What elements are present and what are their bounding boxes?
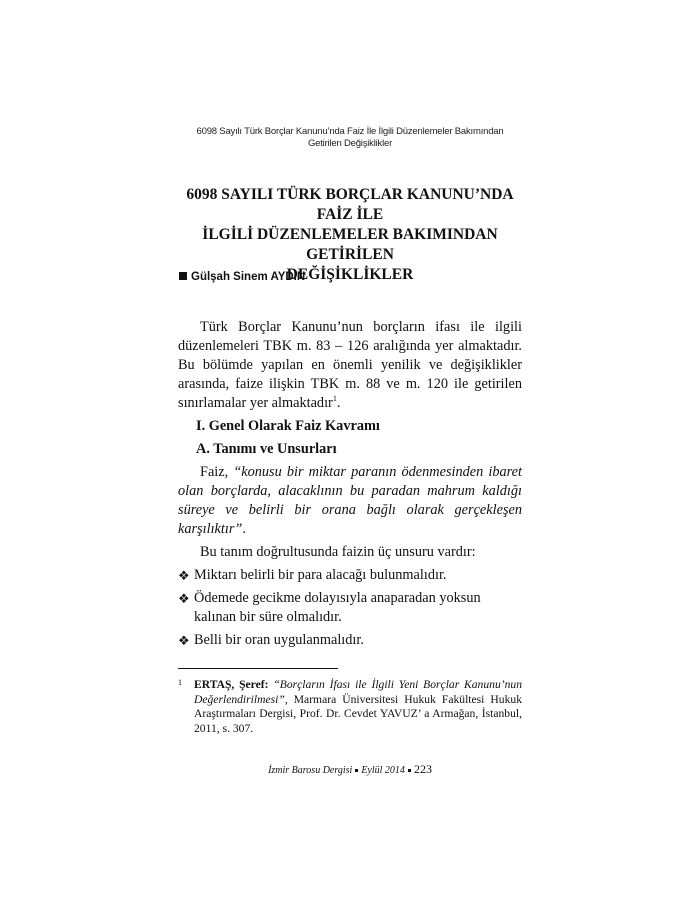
running-header-line: Getirilen Değişiklikler (307, 138, 393, 149)
bullet-text: Belli bir oran uygulanmalıdır. (194, 632, 364, 648)
bullet-item (178, 631, 522, 650)
issue-date: Eylül 2014 (361, 765, 405, 776)
article-title (172, 185, 528, 285)
footnote-divider (178, 668, 338, 669)
definition-quote: “konusu bir miktar paranın ödenmesinden ibaret olan borçlarda, alacaklının bu paradan mahrum kaldığı süreye ve belirli bir orana bağlı olarak gerçekleşen karşılıktır” (178, 464, 523, 537)
dot-separator (355, 769, 358, 772)
title-line: İLGİLİ DÜZENLEMELER BAKIMINDAN GETİRİLEN (202, 226, 498, 263)
footnote-author: ERTAŞ, Şeref: (194, 678, 269, 691)
footnote-title: “Borçların İfası ile İlgili Yeni Borçlar Kanunu’nun Değerlendirilmesi” (194, 678, 522, 706)
definition-paragraph (178, 463, 522, 539)
title-line: DEĞİŞİKLİKLER (286, 266, 414, 283)
bullet-item (178, 589, 522, 627)
diamond-bullet-icon: ❖ (178, 568, 190, 583)
bullet-text: Miktarı belirli bir para alacağı bulunmalıdır. (194, 567, 447, 583)
title-line: 6098 SAYILI TÜRK BORÇLAR KANUNU’NDA FAİZ İLE (186, 186, 514, 223)
page-number: 223 (413, 762, 432, 776)
intro-paragraph: Türk Borçlar Kanunu’nun borçların ifası ile ilgili düzenlemeleri TBK m. 83 – 126 aralığında yer almaktadır. Bu bölümde yapılan en önemli yenilik ve değişiklikler arasında, faize ilişkin TBK m. 88 ve m. 120 ile getirilen sınırlamalar yer almaktadır$^1$. (178, 319, 522, 411)
definition-end: . (242, 521, 246, 537)
footnote-number: 1 (178, 678, 182, 687)
footnote (178, 678, 522, 736)
footnote-ref[interactable]: 1 (332, 394, 337, 404)
bullet-item (178, 566, 522, 585)
diamond-bullet-icon: ❖ (178, 591, 190, 606)
page-footer (170, 762, 530, 777)
definition-lead: Faiz, (200, 464, 234, 480)
running-header (170, 126, 530, 150)
diamond-bullet-icon: ❖ (178, 633, 190, 648)
section-heading: I. Genel Olarak Faiz Kavramı (196, 418, 380, 434)
author (179, 271, 305, 283)
subsection-heading: A. Tanımı ve Unsurları (196, 441, 337, 457)
article-body (178, 318, 522, 654)
journal-name: İzmir Barosu Dergisi (268, 765, 353, 776)
running-header-line: 6098 Sayılı Türk Borçlar Kanunu’nda Faiz İle İlgili Düzenlemeler Bakımından (196, 126, 504, 137)
elements-intro: Bu tanım doğrultusunda faizin üç unsuru vardır: (200, 544, 476, 560)
square-bullet-icon (179, 272, 187, 280)
author-name: Gülşah Sinem AYDIN (191, 271, 306, 283)
bullet-text: Ödemede gecikme dolayısıyla anaparadan yoksun kalınan bir süre olmalıdır. (194, 590, 481, 625)
dot-separator (408, 769, 411, 772)
intro-text: Türk Borçlar Kanunu’nun borçların ifası ile ilgili düzenlemeleri TBK m. 83 – 126 aralığında yer almaktadır. Bu bölümde yapılan en önemli yenilik ve değişiklikler arasında, faize ilişkin TBK m. 88 ve m. 120 ile getirilen sınırlamalar yer almaktadır (178, 319, 522, 411)
footnote-source: , Marmara Üniversitesi Hukuk Fakültesi Hukuk Araştırmaları Dergisi, Prof. Dr. Cevdet YAVUZ’ a Armağan, İstanbul, 2011, s. 307. (194, 692, 522, 735)
